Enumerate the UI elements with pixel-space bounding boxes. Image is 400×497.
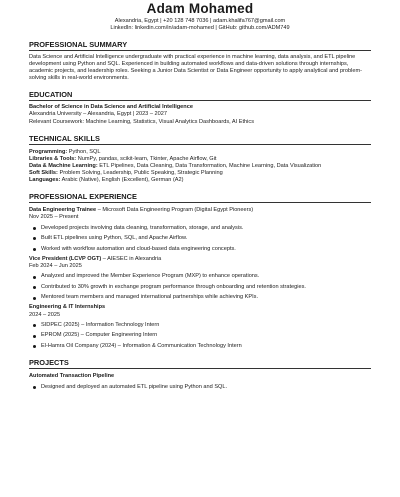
skill-label: Libraries & Tools: [29, 155, 77, 162]
bullet-item: Designed and deployed an automated ETL pipeline using Python and SQL. [41, 384, 371, 391]
bullet-item: Contributed to 30% growth in exchange program performance through onboarding and retention strategies. [41, 284, 371, 291]
job-bullets [29, 225, 371, 253]
project-bullets [29, 384, 371, 391]
skills-list [29, 149, 371, 184]
summary-heading: PROFESSIONAL SUMMARY [29, 40, 371, 51]
education-heading: EDUCATION [29, 90, 371, 101]
job-bullets [29, 322, 371, 350]
contact-line-2: LinkedIn: linkedin.com/in/adam-mohamed | GitHub: github.com/ADM749 [110, 25, 290, 31]
job-title: Vice President (LCVP OGT) [29, 255, 102, 262]
skill-languages [29, 177, 371, 184]
job-org: – AIESEC in Alexandria [101, 255, 162, 262]
skill-label: Programming: [29, 148, 68, 155]
bullet-item: SIDPEC (2025) – Information Technology Intern [41, 322, 371, 329]
skills-heading: TECHNICAL SKILLS [29, 134, 371, 145]
job-title-line [29, 304, 371, 311]
job-title-line [29, 207, 371, 214]
job-entry [29, 256, 371, 302]
skill-libraries [29, 156, 371, 163]
coursework-line: Relevant Coursework: Machine Learning, Statistics, Visual Analytics Dashboards, AI Ethics [29, 118, 254, 125]
school-line: Alexandria University – Alexandria, Egypt | 2023 – 2027 [29, 111, 167, 118]
project-title: Automated Transaction Pipeline [29, 373, 115, 380]
job-bullets [29, 273, 371, 301]
bullet-item: Analyzed and improved the Member Experience Program (MXP) to enhance operations. [41, 273, 371, 280]
skill-value: Python, SQL [67, 148, 101, 155]
bullet-item: El-Hamra Oil Company (2024) – Information & Communication Technology Intern [41, 343, 371, 350]
job-dates: Feb 2024 – Jun 2025 [29, 262, 82, 269]
job-title: Engineering & IT Internships [29, 304, 106, 311]
bullet-item: Built ETL pipelines using Python, SQL, and Apache Airflow. [41, 235, 371, 242]
contact-line-1: Alexandria, Egypt | +20 128 748 7036 | adam.khalifa767@gmail.com [114, 18, 286, 24]
job-title: Data Engineering Trainee [29, 207, 97, 214]
bullet-item: Developed projects involving data cleaning, transformation, storage, and analysis. [41, 225, 371, 232]
job-title-line [29, 256, 371, 263]
candidate-name: Adam Mohamed [146, 1, 254, 16]
skill-label: Languages: [29, 177, 61, 184]
skill-value: Arabic (Native), English (Excellent), German (A2) [60, 177, 184, 184]
skill-value: NumPy, pandas, scikit-learn, Tkinter, Apache Airflow, Git [76, 155, 217, 162]
experience-heading: PROFESSIONAL EXPERIENCE [29, 192, 371, 203]
skill-label: Soft Skills: [29, 169, 58, 176]
job-entry [29, 207, 371, 253]
skill-data-ml [29, 163, 371, 170]
bullet-item: Mentored team members and managed international partnerships while achieving KPIs. [41, 294, 371, 301]
skill-value: ETL Pipelines, Data Cleaning, Data Transformation, Machine Learning, Data Visualization [97, 162, 322, 169]
summary-text: Data Science and Artificial Intelligence undergraduate with practical experience in machine learning, data analysis, and ETL pipeline development using Python and SQL. Experienced in building automated workflows and data-driven solutions through internships, academic projects, and leadership roles. Seeking a Junior Data Scientist or Data Engineer opportunity to apply analytical and problem-solving skills in real-world environments. [29, 54, 363, 82]
job-org: – Microsoft Data Engineering Program (Digital Egypt Pioneers) [96, 207, 254, 214]
skill-value: Problem Solving, Leadership, Public Speaking, Strategic Planning [57, 169, 223, 176]
project-entry [29, 373, 371, 391]
skill-programming [29, 149, 371, 156]
skill-soft [29, 170, 371, 177]
projects-heading: PROJECTS [29, 358, 371, 369]
degree-title: Bachelor of Science in Data Science and Artificial Intelligence [29, 104, 193, 111]
job-dates: 2024 – 2025 [29, 311, 61, 318]
job-entry [29, 304, 371, 350]
contact-info [29, 18, 371, 32]
job-dates: Nov 2025 – Present [29, 214, 79, 221]
bullet-item: Worked with workflow automation and cloud-based data engineering concepts. [41, 246, 371, 253]
bullet-item: EPROM (2025) – Computer Engineering Intern [41, 332, 371, 339]
skill-label: Data & Machine Learning: [29, 162, 98, 169]
